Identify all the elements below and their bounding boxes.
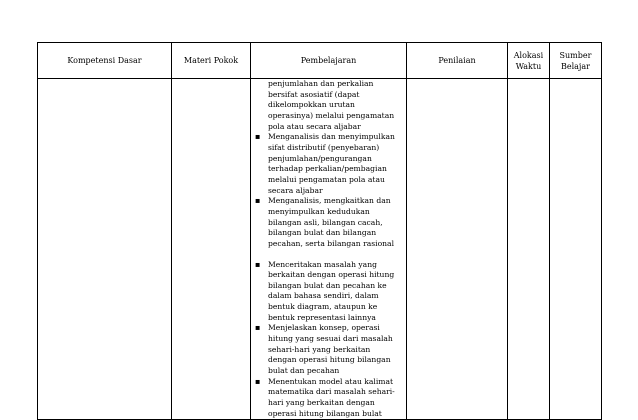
table-row xyxy=(38,79,602,420)
item-line: bilangan asli, bilangan cacah, xyxy=(268,217,383,227)
item-line: terhadap perkalian/pembagian xyxy=(268,164,387,174)
item-line: dikelompokkan urutan xyxy=(268,100,355,110)
item-line: penjumlahan dan perkalian xyxy=(268,79,374,88)
item-line: dalam bahasa sendiri, dalam xyxy=(268,291,379,301)
item-line: bersifat asosiatif (dapat xyxy=(268,89,360,99)
item-line: hitung yang sesuai dari masalah xyxy=(268,334,393,344)
header-sumber-belajar: Sumber Belajar xyxy=(550,43,602,79)
syllabus-table xyxy=(37,42,602,420)
item-line: bentuk representasi lainnya xyxy=(268,312,376,322)
item-line: bilangan bulat dan bilangan xyxy=(268,228,377,238)
cell-sumber-belajar xyxy=(550,79,602,420)
item-line: sifat distributif (penyebaran) xyxy=(268,142,380,152)
item-line: hari yang berkaitan dengan xyxy=(268,398,375,408)
header-materi-pokok: Materi Pokok xyxy=(172,43,251,79)
cell-alokasi-waktu xyxy=(508,79,550,420)
item-line: bentuk diagram, ataupun ke xyxy=(268,302,378,312)
list-item xyxy=(253,260,406,324)
item-line: Menentukan model atau kalimat xyxy=(268,376,394,386)
header-pembelajaran: Pembelajaran xyxy=(251,43,407,79)
item-line: Menganalisis dan menyimpulkan xyxy=(268,132,395,142)
item-line: Menganalisis, mengkaitkan dan xyxy=(268,196,391,206)
header-alokasi-line-2: Waktu xyxy=(515,61,542,71)
list-item xyxy=(253,377,406,420)
cell-pembelajaran xyxy=(251,79,407,420)
item-line: penjumlahan/pengurangan xyxy=(268,153,372,163)
cell-penilaian xyxy=(407,79,508,420)
list-item xyxy=(253,196,406,249)
list-item xyxy=(253,79,406,132)
bullet-icon xyxy=(255,132,263,143)
item-line: secara aljabar xyxy=(268,185,323,195)
cell-materi-pokok xyxy=(172,79,251,420)
item-line: operasi hitung bilangan bulat xyxy=(268,408,382,418)
item-line: operasinya) melalui pengamatan xyxy=(268,110,395,120)
item-line: matematika dari masalah sehari- xyxy=(268,387,395,397)
item-line: melalui pengamatan pola atau xyxy=(268,174,385,184)
item-line: berkaitan dengan operasi hitung xyxy=(268,270,395,280)
header-alokasi-waktu xyxy=(508,43,550,79)
item-line: Menceritakan masalah yang xyxy=(268,259,377,269)
bullet-icon xyxy=(255,377,263,388)
header-row xyxy=(38,43,602,79)
list-item xyxy=(253,132,406,196)
header-penilaian: Penilaian xyxy=(407,43,508,79)
bullet-icon xyxy=(255,323,263,334)
item-line: bilangan bulat dan pecahan ke xyxy=(268,280,387,290)
header-alokasi-line-1: Alokasi xyxy=(513,50,544,60)
bullet-icon xyxy=(255,196,263,207)
item-line: pecahan, serta bilangan rasional xyxy=(268,238,395,248)
item-line: bulat dan pecahan xyxy=(268,366,340,376)
cell-kompetensi-dasar xyxy=(38,79,172,420)
item-line: Menjelaskan konsep, operasi xyxy=(268,323,380,333)
item-line: sehari-hari yang berkaitan xyxy=(268,344,371,354)
item-line: pola atau secara aljabar xyxy=(268,121,361,131)
pembelajaran-list xyxy=(251,79,406,419)
list-item xyxy=(253,323,406,376)
header-kompetensi-dasar: Kompetensi Dasar xyxy=(38,43,172,79)
item-line: dengan operasi hitung bilangan xyxy=(268,355,391,365)
bullet-icon xyxy=(255,260,263,271)
item-line: menyimpulkan kedudukan xyxy=(268,206,370,216)
